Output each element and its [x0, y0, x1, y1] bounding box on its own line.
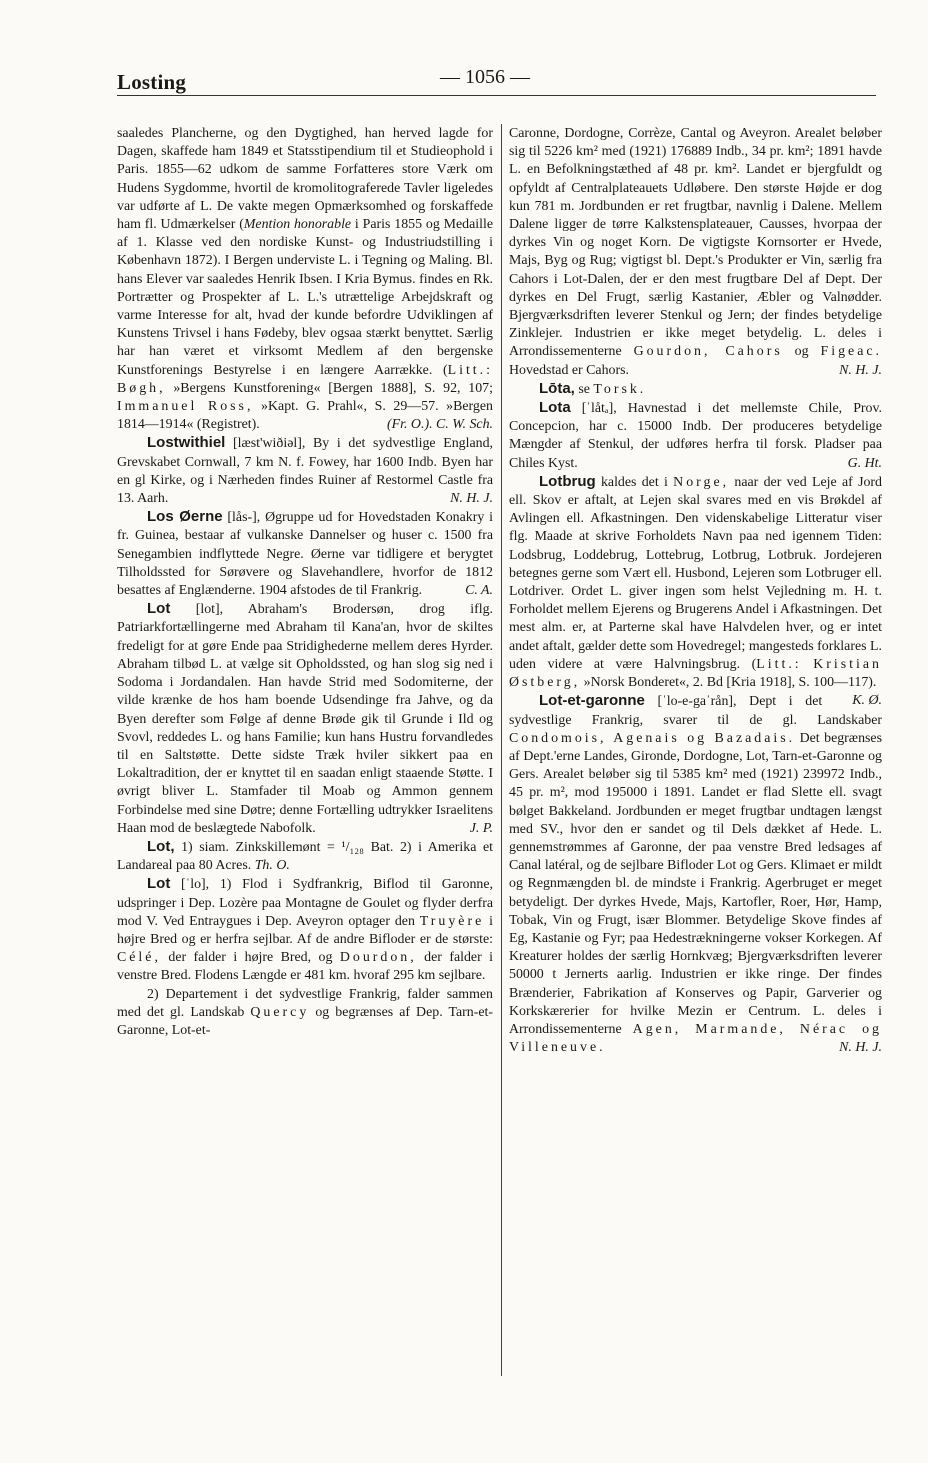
text-run: Litt.: — [756, 656, 802, 672]
headword: Lota — [539, 399, 571, 417]
text-run: i Paris 1855 og Medaille af 1. Klasse ved den nordiske Kunst- og Industriudstilling i København 1872). I Bergen underviste L. i Tegning og Maling. Bl. hans Elever var saaledes Henrik Ibsen. I Kria Bymus. findes en Rk. Portrætter og Prospekter af L. L.'s utrættelige Arbejdskraft og varme Interesse for alt, hvad der kunde befordre Udviklingen af Kunstens Trivsel i hans Fødeby, blev ogsaa stærkt benyttet. Særlig har han været et virksomt Medlem af den bergenske Kunstforenings Bestyrelse i en længere Aarrække. ( — [117, 217, 493, 378]
entry-losting-continuation — [117, 125, 493, 434]
text-run: Dourdon, — [339, 950, 417, 966]
text-run: Truyère — [419, 913, 485, 929]
text-run: saaledes Plancherne, og den Dygtighed, han herved lagde for Dagen, skaffede ham 1849 et Statsstipendium til et Studieophold i Paris. 1855—62 udkom de samme Forfatteres store Værk om Hudens Sygdomme, hvortil de kromolitograferede Tavler ligeledes var udførte af L. De vakte megen Opmærksomhed og forskaffede ham fl. Udmærkelser ( — [117, 126, 493, 233]
text-run: 2) Departement i det sydvestlige Frankrig, falder sammen med det gl. Landskab — [117, 986, 493, 1020]
text-run: Bøgh, — [117, 380, 166, 396]
entry-lot-departement-continuation — [509, 125, 882, 380]
text-run: se — [574, 381, 594, 397]
entry-lota-chile — [509, 399, 882, 473]
entry-lostwithiel — [117, 434, 493, 508]
headword: Lot, — [147, 837, 175, 855]
author-signature: Th. O. — [254, 858, 290, 874]
text-run: Gourdon, Cahors — [633, 344, 783, 360]
text-run: Mention honorable — [243, 217, 352, 233]
running-head-guide-word: Losting — [117, 70, 187, 94]
text-run: der falder i venstre Bred. Flodens Længde er 481 km. hvoraf 295 km sejlbare. — [117, 950, 493, 984]
text-run: »Norsk Bonderet«, 2. Bd [Kria 1918], S. 100—117). — [580, 675, 877, 691]
text-run: Det begrænses af Dept.'erne Landes, Gironde, Dordogne, Lot, Tarn-et-Garonne og Gers. Arealet beløber sig til 5385 km² med (1921) 239972 Indb., 45 pr. m², mod 195000 i 1891. Landet er flad Slette ell. svagt bølget Bakkeland. Jordbunden er meget frugtbar undtagen længst med SV., hvor den er sandet og til Dels dækket af Hede. L. gennemstrømmes af Garonne, der paa venstre Bred ledsages af Canal latéral, og de sejlbare Bifloder Lot og Gers. Klimaet er mildt og Regnmængden bl. de mindste i Frankrig. Agerbruget er meget betydeligt. Der dyrkes Hvede, Majs, Kartofler, Roer, Hør, Hamp, Tobak, Vin og Frugt, især Blommer. Betydelige Skove findes af Eg, Kastanie og Fyr; paa Hedestrækningerne vokser Korkegen. Af Kreaturer holdes der særlig Hornkvæg; Bjergværksdriften leverer 50000 t Jernerts aarlig. Industrien er ikke ringe. Der findes Brænderier, Fabrikation af Konserves og Papir, Garverier og Korkskærerier for hvilke Mezin er Centrum. L. deles i Arrondissementerne — [509, 730, 882, 1037]
text-run: Caronne, Dordogne, Corrèze, Cantal og Aveyron. Arealet beløber sig til 5226 km² med (1921) 176889 Indb., 34 pr. km²; 1891 havde L. en Befolkningstæthed af 48 pr. km². Landet er bjergfuldt og opfyldt af Centralplateauets Udløbere. Den største Højde er dog kun 781 m. Jordbunden er ret frugtbar, navnlig i Dalene. Mellem Dalene ligger de tørre Kalkstensplateauer, Causses, hvorpaa der dyrkes Vin og noget Korn. De vigtigste Kornsorter er Hvede, Majs, Byg og Rug; vigtigst bl. Dept.'s Produkter er Vin, særlig fra Cahors i Lot-Dalen, der er den mest frugtbare Del af Dept. Der dyrkes en Del Frugt, særlig Kastanier, Æbler og Valnødder. Bjergværksdriften leverer Stenkul og Jern; der findes betydelige Zinklejer. Industrien er ikke meget betydelig. L. deles i Arrondissementerne — [509, 126, 882, 360]
author-signature: K. Ø. — [852, 693, 882, 709]
text-run: Agen, Marmande, Nérac og Villeneuve. — [509, 1021, 882, 1056]
author-signature: C. A. — [465, 583, 493, 599]
entry-lota-fish — [509, 380, 882, 399]
author-signature: (Fr. O.). C. W. Sch. — [387, 417, 493, 433]
author-signature: N. H. J. — [450, 491, 493, 507]
entry-lot-departement — [117, 986, 493, 1041]
text-run: »Kapt. G. Prahl«, S. 29—57. »Bergen 1814—1914« (Registret). — [117, 399, 493, 433]
text-run: og begrænses af Dep. Tarn-et-Garonne, Lot-et- — [117, 1004, 493, 1038]
headword: Lōta, — [539, 379, 575, 397]
headword: Lostwithiel — [147, 434, 226, 452]
headword: Lot — [147, 875, 171, 893]
entry-los-oerne — [117, 508, 493, 600]
text-run: [ˈlo-e-gaˈrån], Dept i det sydvestlige Frankrig, svarer til de gl. Landskaber — [509, 694, 882, 728]
header-rule — [117, 95, 876, 96]
text-run: Norge, — [673, 474, 730, 490]
text-run — [802, 657, 814, 672]
entry-lot-abraham — [117, 600, 493, 838]
headword: Lot — [147, 600, 171, 618]
text-run: Condomois, Agenais og Bazadais. — [509, 730, 796, 746]
author-signature: J. P. — [469, 820, 493, 836]
text-run: der falder i højre Bred, og — [160, 950, 340, 966]
entry-lot-et-garonne — [509, 692, 882, 1057]
author-signature: G. Ht. — [847, 455, 882, 471]
text-run: Figeac. — [820, 344, 882, 360]
text-run: [lot], Abraham's Brodersøn, drog iflg. Patriarkfortællingerne med Abraham til Kana'an, hvor de skiltes fredeligt for at gøre Ende paa Stridighederne mellem deres Hyrder. Abraham tilbød L. at vælge sit Opholdssted, og han slog sig ned i Sodoma i Jordandalen. Han havde Strid med Sodomiterne, der vilde krænke de hos ham boende Udsendinge fra Jahve, og da Byen derefter som Følge af denne Brøde gik til Grunde i Ild og Svovl, reddedes L. og hans Familie; kun hans Hustru forvandledes til en Saltstøtte. Dette sidste Træk hviler sikkert paa en Lokaltradition, der er knyttet til en saadan enligt staaende Støtte. I øvrigt bliver L. Stamfader til Moab og Ammon gennem Forbindelse med sine Døtre; denne Fortælling udtrykker Israelitens Haan mod de beslægtede Nabofolk. — [117, 602, 493, 836]
text-run: Kristian Østberg, — [509, 656, 882, 691]
text-run: Hovedstad er Cahors. — [509, 362, 629, 378]
page-number: — 1056 — — [440, 66, 530, 88]
headword: Lot-et-garonne — [539, 692, 645, 710]
text-run: Immanuel Ross, — [117, 399, 254, 415]
headword: Lotbrug — [539, 472, 596, 490]
entry-lot-coin — [117, 838, 493, 875]
text-run: Quercy — [250, 1004, 310, 1020]
text-run: Litt.: — [447, 362, 493, 378]
right-column — [509, 125, 882, 1057]
text-run: i højre Bred og er herfra sejlbar. Af de andre Bifloder er de største: — [117, 913, 493, 947]
text-run: Torsk. — [593, 381, 647, 397]
text-run: [ˈlo], 1) Flod i Sydfrankrig, Biflod til Garonne, udspringer i Dep. Lozère paa Montagne de Goulet og flyder derfra mod V. Ved Entraygues i Dep. Aveyron optager den — [117, 877, 493, 929]
column-divider — [501, 124, 502, 1376]
author-signature: N. H. J. — [839, 1040, 882, 1056]
headword: Los Øerne — [147, 508, 223, 526]
text-run: [lås-], Øgruppe ud for Hovedstaden Konakry i fr. Guinea, bestaar af vulkanske Dannelser og huser c. 1500 fra Senegambien indflyttede Negre. Øerne var tidligere et berygtet Tilholdssted for Sørøvere og Slavehandlere, hvorfor de 1812 besattes af Englænderne. 1904 afstodes de til Frankrig. — [117, 510, 494, 599]
entry-lot-river — [117, 875, 493, 985]
text-run: 1) siam. Zinkskillemønt = ¹/₁₂₈ Bat. 2) i Amerika et Landareal paa 80 Acres. — [117, 839, 493, 874]
left-column — [117, 125, 493, 1040]
text-run: [læst'wiðiəl], By i det sydvestlige England, Grevskabet Cornwall, 7 km N. f. Fowey, har 1600 Indb. Byen har en gl Kirke, og i Nærheden findes Ruiner af Restormel Castle fra 13. Aarh. — [117, 436, 493, 507]
author-signature: N. H. J. — [839, 362, 882, 378]
text-run: [ˈlåtₐ], Havnestad i det mellemste Chile, Prov. Concepcion, har c. 15000 Indb. Der produceres betydelige Mængder af Stenkul, der udføres herfra til forsk. Pladser paa Chiles Kyst. — [509, 401, 882, 471]
text-run: Célé, — [117, 950, 161, 966]
text-run: og — [782, 344, 821, 360]
text-run: »Bergens Kunstforening« [Bergen 1888], S. 92, 107; — [165, 380, 493, 396]
text-run: kaldes det i — [595, 474, 674, 490]
text-run: naar der ved Leje af Jord ell. Skov er aftalt, at Lejen skal svares med en vis Brøkdel af Avlingen ell. Afkastningen. Den videnskabelige Litteratur viser flg. Maade at skrive Forholdets Navn paa ned igennem Tiden: Lodsbrug, Loddebrug, Lottebrug, Lotbrug, Lotbruk. Jordejeren betegnes gerne som Vært ell. Husbond, Lejeren som Lotbruger ell. Lotdriver. Ordet L. giver ingen som helst Vejledning m. H. t. Forholdet mellem Ejerens og Brugerens Andel i Afkastningen. Det mest alm. er, at Parterne skal have Halvdelen hver, og er intet andet aftalt, gælder dette som Hovedregel; mangesteds forklares L. uden videre at være Halvningsbrug. ( — [509, 474, 882, 672]
